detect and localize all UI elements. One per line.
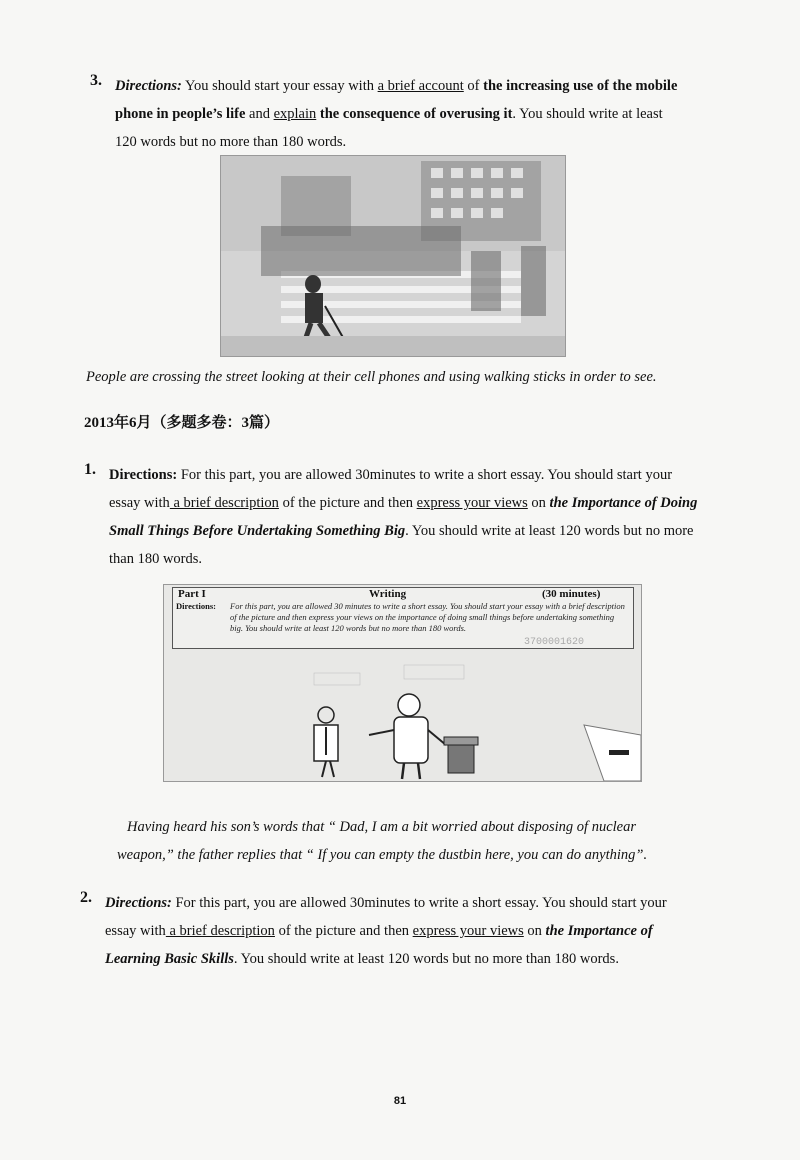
bold-phrase: the consequence of overusing it (319, 106, 513, 122)
text-run: of the picture and then (274, 923, 413, 939)
directions-label: Directions: (105, 895, 172, 911)
topic-phrase: the Importance of Learning Basic Skills (105, 923, 653, 967)
text-run: For this part, you are allowed 30minutes to write a short essay. You should start your essay with (105, 895, 667, 939)
question-number-3: 3. (90, 72, 102, 89)
text-run: . You should write at least 120 words but no more than 180 words. (233, 951, 619, 967)
question-number-2: 2. (80, 889, 92, 906)
paper-code: 3700001620 (524, 637, 585, 648)
question-1-text (109, 461, 699, 573)
text-run: on (527, 495, 550, 511)
underlined-phrase: a brief description (169, 495, 279, 511)
exam-paper-cartoon-photo (163, 584, 642, 782)
page-number: 81 (393, 1095, 407, 1107)
figure-caption-3: People are crossing the street looking at their cell phones and using walking sticks in order to see. (86, 369, 657, 385)
section-heading: 2013年6月（多题多卷：3篇） (84, 415, 280, 431)
figure-directions-text: For this part, you are allowed 30 minutes to write a short essay. You should start your essay with a brief description of the picture and then express your views on the importance of doing small things before undertaking something big. You should write at least 120 words but no more than 180 words. (230, 601, 625, 633)
directions-label: Directions: (115, 78, 182, 94)
question-3-text (115, 72, 680, 156)
question-number-1: 1. (84, 461, 96, 478)
text-run: You should start your essay with (181, 78, 378, 94)
minutes-label: (30 minutes) (542, 588, 601, 600)
question-2-text (105, 889, 695, 973)
underlined-phrase: a brief account (377, 78, 464, 94)
text-run: and (245, 106, 274, 122)
underlined-phrase: explain (273, 106, 317, 122)
father-son-cartoon (164, 585, 641, 781)
part-label: Part I (178, 588, 206, 600)
street-crossing-photo (220, 155, 566, 357)
underlined-phrase: express your views (416, 495, 528, 511)
figure-caption-1-line-1: Having heard his son’s words that “ Dad, I am a bit worried about disposing of nuclear (127, 819, 637, 835)
text-run: . You should write at least 120 words but no more than 180 words. (115, 106, 663, 150)
underlined-phrase: express your views (412, 923, 524, 939)
text-run: on (523, 923, 546, 939)
street-scene-illustration (221, 156, 565, 356)
directions-label: Directions: (109, 467, 178, 483)
text-run: For this part, you are allowed 30minutes to write a short essay. You should start your essay with (109, 467, 673, 511)
text-run: of the picture and then (278, 495, 417, 511)
topic-phrase: the Importance of Doing Small Things Before Undertaking Something Big (109, 495, 698, 539)
bold-phrase: the increasing use of the mobile phone in people’s life (115, 78, 678, 122)
writing-label: Writing (369, 588, 407, 600)
figure-caption-1-line-2: weapon,” the father replies that “ If you can empty the dustbin here, you can do anything”. (117, 847, 648, 863)
text-run: of (463, 78, 484, 94)
text-run: . You should write at least 120 words but no more than 180 words. (109, 523, 694, 567)
underlined-phrase: a brief description (165, 923, 275, 939)
figure-directions-label: Directions: (176, 601, 216, 611)
